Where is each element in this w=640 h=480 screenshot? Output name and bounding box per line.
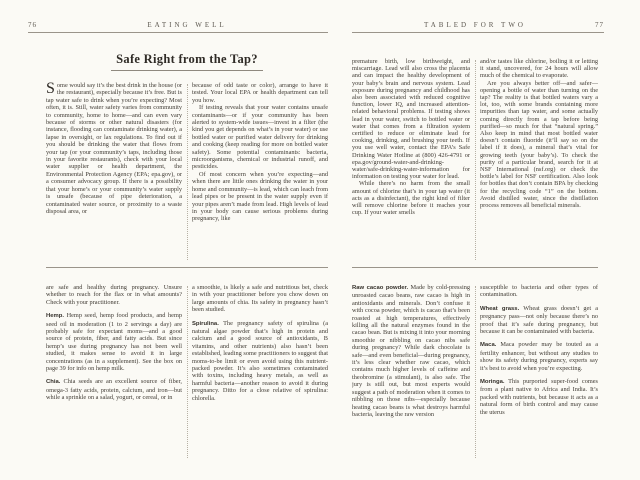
right-top-columns [352,58,598,264]
entry-text: Wheat grass doesn’t get a pregnancy pass—not only because there’s no proof that it’s safe during pregnancy, but because it can be contaminated with bacteria. [480,304,598,336]
box-column-1 [46,82,182,264]
box-paragraph [46,82,182,215]
running-head-right: TABLED FOR TWO [424,21,526,29]
entry-text: Chia seeds are an excellent source of fiber, omega-3 fatty acids, protein, calcium, and iron—but while a sprinkle on a salad, yogurt, or cereal, or in [46,378,182,402]
entry-text: This purported super-food comes from a plant native to Africa and India. It’s packed with nutrients, but because it acts as a natural form of birth control and may cause the uterus [480,378,598,416]
entry-moringa [480,378,598,416]
right-bottom-columns [352,284,598,462]
box-columns [46,82,328,264]
left-bottom-column-2 [192,284,328,462]
body-paragraph: While there’s no harm from the small amount of chlorine that’s in your tap water (it acts as a disinfectant), the right kind of filter will remove chlorine before it reaches your cup. If your water smells [352,180,470,217]
body-paragraph: premature birth, low birthweight, and miscarriage. Lead will also cross the placenta and can impact the healthy development of your baby’s brain and nervous system. Lead exposure during pregnancy and childhood has also been associated with reduced cognitive function, lower IQ, and increased attention-related behavioral problems. If testing shows lead in your water, switch to bottled water or water that comes from a filtration system certified to reduce or eliminate lead for cooking, drinking, and brushing your teeth. If you use well water, contact the EPA’s Safe Drinking Water Hotline at (800) 426-4791 or epa.gov/ground-water-and-drinking-water/safe-drinking-water-information for information on testing your water for lead. [352,58,470,181]
box-paragraph: If testing reveals that your water contains unsafe contaminants—or if your community has been alerted to system-wide issues—invest in a filter (the kind you get depends on what’s in your water) or use bottled water or purified water delivery for drinking and cooking (keep reading for more on bottled water safety). Some potential contaminants: bacteria, microorganisms, chemical or industrial runoff, and pesticides. [192,104,328,171]
box-text: ome would say it’s the best drink in the house (or the restaurant), especially because it’s free. But is tap water safe to drink when you’re expecting? Most often, it is. Still, water safety varies from community to community, home to home—and can even vary because of storms or other natural disasters (for instance, flooding can contaminate drinking water), a lapse in oversight, or lax regulations. To find out if you should be drinking the water that flows from your tap (or your community’s taps, including those in your favorite restaurants), check with your local water supplier or health department, the Environmental Protection Agency (EPA; epa.gov), or a consumer advocacy group. If there is a possibility that your home’s or your community’s water supply is unsafe (because of pipe deterioration, a contaminated water source, or proximity to a waste disposal area, or [46,82,182,215]
entry-lead: Hemp. [46,313,65,320]
right-bottom-column-1 [352,284,470,462]
entry-hemp [46,312,182,372]
right-top-column-2 [480,58,598,264]
column-divider [187,84,188,260]
section-rule-left [46,267,328,268]
page-number-right: 77 [595,21,604,29]
body-paragraph: susceptible to bacteria and other types of contamination. [480,284,598,299]
entry-text: Maca powder may be touted as a fertility enhancer, but without any studies to show its safety during pregnancy, experts say it’s best to avoid when you’re expecting. [480,341,598,372]
entry-text: The pregnancy safety of spirulina (a natural algae powder that’s high in protein and calcium and a good source of antioxidants, B vitamins, and other nutrients) also hasn’t been established, leading some practitioners to suggest that moms-to-be limit or even avoid using this nutrient-packed powder. It’s also sometimes contaminated with toxins, including heavy metals, as well as harmful bacteria—another reason to avoid it during pregnancy. Ditto for a close relative of spirulina: chlorella. [192,319,328,402]
column-divider [187,286,188,458]
entry-lead: Moringa. [480,379,505,386]
entry-lead: Chia. [46,379,61,386]
column-divider [475,286,476,458]
box-title-underline [111,70,263,71]
entry-chia [46,378,182,401]
box-title: Safe Right from the Tap? [116,52,258,66]
header-rule-right [352,32,604,33]
left-bottom-columns [46,284,328,462]
drop-cap: S [46,82,55,97]
body-paragraph: and/or tastes like chlorine, boiling it or letting it stand, uncovered, for 24 hours will allow much of the chemical to evaporate. [480,58,598,80]
entry-raw-cacao [352,284,470,418]
left-bottom-column-1 [46,284,182,462]
running-head-left: EATING WELL [147,21,227,29]
right-top-column-1 [352,58,470,264]
header-rule-left [28,32,328,33]
entry-text: Hemp seed, hemp food products, and hemp seed oil in moderation (1 to 2 servings a day) are probably safe for expectant moms—and a good source of protein, fiber, and fatty acids. But since hemp’s use during pregnancy has not been well studied, it makes sense to avoid it in large concentrations (as in a supplement). See the box on page 39 for info on hemp milk. [46,312,182,373]
entry-lead: Wheat grass. [480,305,520,312]
entry-lead: Raw cacao powder. [352,285,409,291]
body-paragraph: a smoothie, is likely a safe and nutritious bet, check in with your practitioner before you chow down on large amounts of chia. Its safety in pregnancy hasn’t been studied. [192,284,328,314]
right-bottom-column-2 [480,284,598,462]
body-paragraph: Are you always better off—and safer—opening a bottle of water than turning on the tap? The reality is that bottled waters vary a lot, too, with some brands containing more impurities than tap water, and some actually coming directly from a tap before being purified—so much for that “natural spring.” Also keep in mind that most bottled water doesn’t contain fluoride (it’ll say so on the label if it does), a mineral that’s vital for growing teeth (your baby’s). To check the purity of a particular brand, search for it at NSF International (nsf.org) or check the bottle’s label for NSF certification. Also look for bottles that don’t contain BPA by checking for the recycling code “1” on the bottom. Avoid distilled water, since the distillation process removes all beneficial minerals. [480,79,598,210]
entry-lead: Maca. [480,342,497,349]
body-paragraph: are safe and healthy during pregnancy. Unsure whether to reach for the flax or in what amounts? Check with your practitioner. [46,284,182,306]
box-paragraph: because of odd taste or color), arrange to have it tested. Your local EPA or health department can tell you how. [192,82,328,104]
entry-text: Made by cold-pressing unroasted cacao beans, raw cacao is high in antioxidants and minerals. Don’t confuse it with cocoa powder, which is cacao that’s been roasted at high temperatures, effectively killing all the natural enzymes found in the cacao bean. But is mixing it into your morning smoothie or nibbling on cacao nibs safe during pregnancy? While dark chocolate is safe—and even beneficial—during pregnancy, it’s less clear whether raw cacao, which contains much higher levels of caffeine and theobromine (a stimulant), is also safe. The jury is still out, but most experts would suggest a path of moderation when it comes to nibbling on those nibs—especially because heating cacao beans is what destroys harmful bacteria, leaving the raw version [352,284,470,418]
entry-lead: Spirulina. [192,320,219,327]
box-paragraph: Of most concern when you’re expecting—and when there are little ones drinking the water in your home and community—is lead, which can leach from lead pipes or be present in the water supply even if your pipes aren’t made from lead. High levels of lead in your body can cause serious problems during pregnancy, like [192,170,328,223]
section-rule-right [352,267,598,268]
entry-spirulina [192,320,328,402]
entry-maca [480,341,598,372]
column-divider [475,60,476,260]
page-left [28,0,328,480]
box-column-2 [192,82,328,264]
page-right [352,0,604,480]
entry-wheat-grass [480,305,598,336]
page-number-left: 76 [28,21,37,29]
